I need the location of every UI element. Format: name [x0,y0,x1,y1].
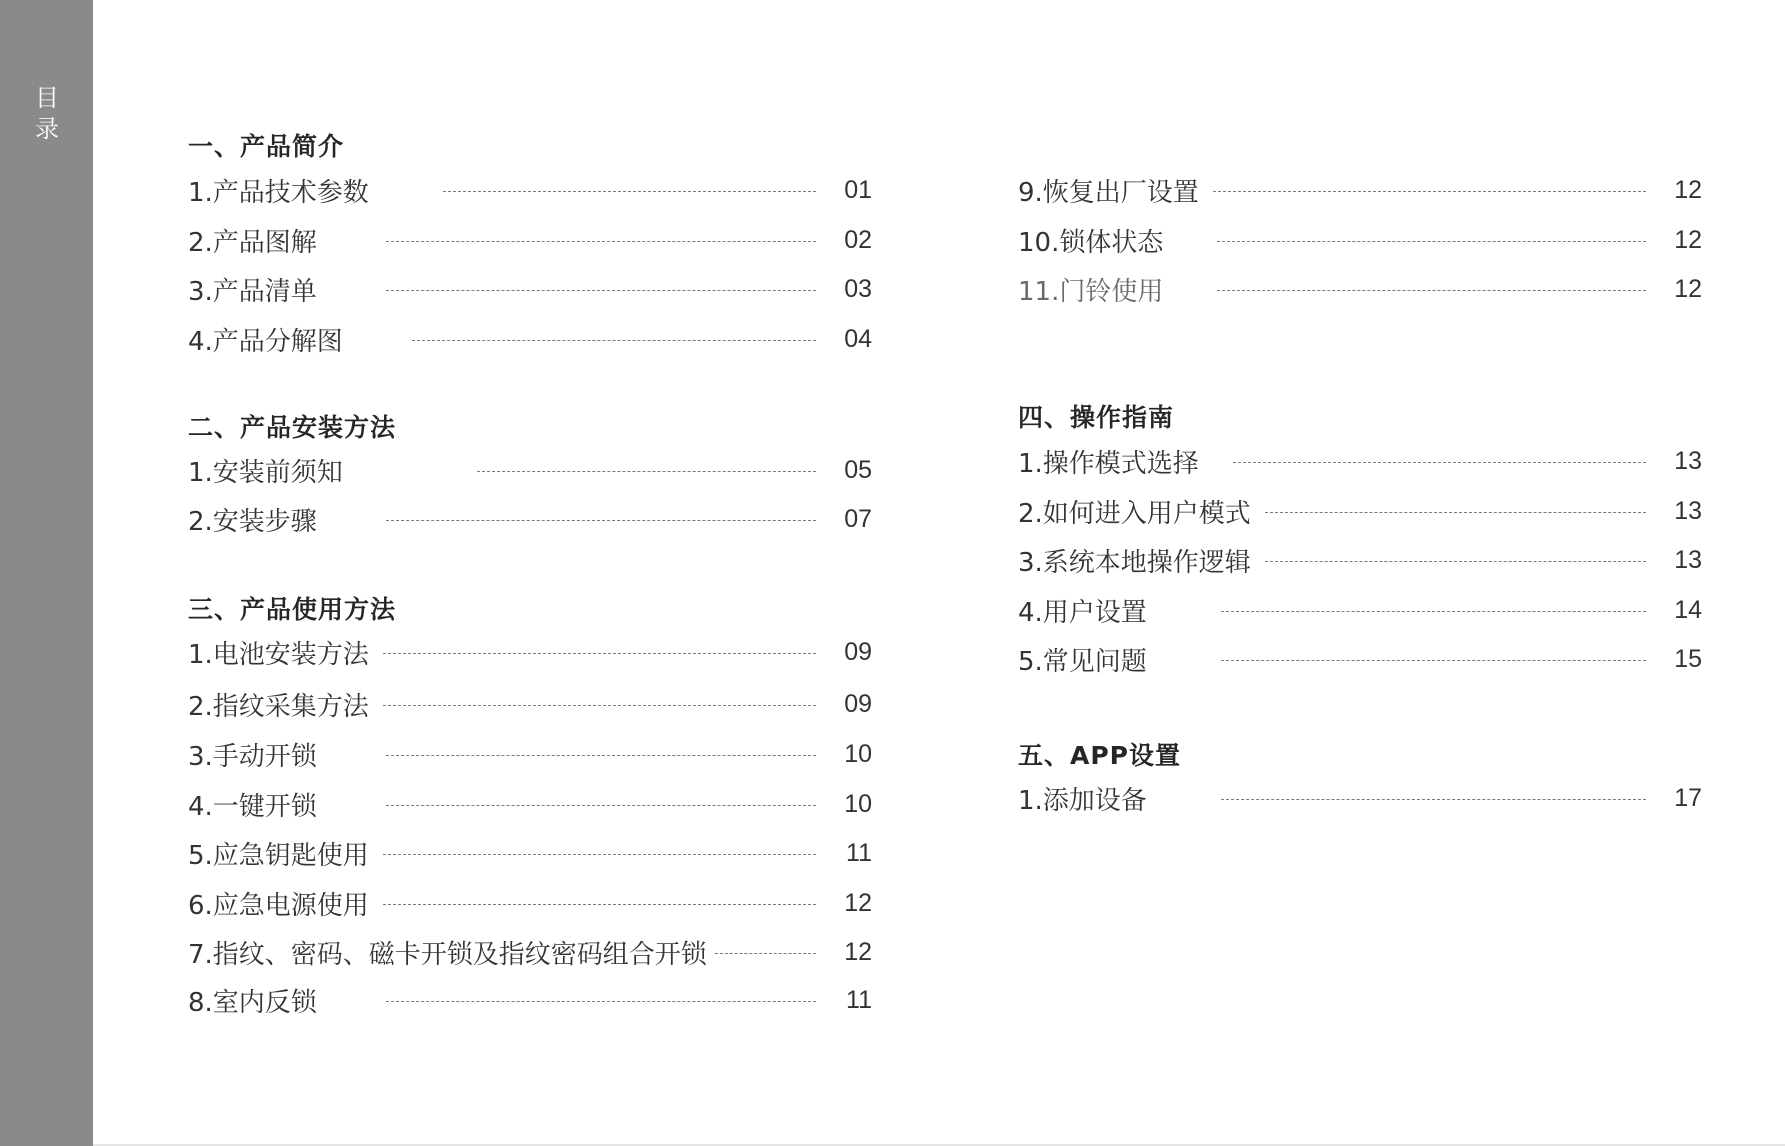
toc-entry-page: 12 [844,888,872,917]
toc-entry-page: 13 [1674,446,1702,475]
toc-entry-label: 11.门铃使用 [1018,276,1164,307]
toc-entry[interactable] [188,172,872,208]
dot-leader [412,340,816,341]
dot-leader [443,191,816,192]
toc-entry-label: 1.操作模式选择 [1018,448,1199,479]
dot-leader [1221,611,1646,612]
toc-entry-label: 4.产品分解图 [188,326,343,357]
dot-leader [1233,462,1646,463]
dot-leader [1213,191,1646,192]
toc-entry[interactable] [188,736,872,772]
toc-entry-page: 10 [844,739,872,768]
dot-leader [1265,512,1646,513]
section-title-3: 三、产品使用方法 [188,595,397,624]
toc-entry-page: 09 [844,689,872,718]
toc-entry-label: 10.锁体状态 [1018,227,1164,258]
toc-entry-label: 1.添加设备 [1018,785,1147,816]
toc-entry[interactable] [1018,592,1702,628]
toc-entry[interactable] [1018,443,1702,479]
toc-entry-page: 01 [844,175,872,204]
toc-entry-page: 12 [844,937,872,966]
toc-entry[interactable] [188,271,872,307]
toc-entry-page: 05 [844,455,872,484]
toc-entry-label: 1.电池安装方法 [188,639,369,670]
toc-entry[interactable] [1018,172,1702,208]
toc-entry-label: 3.系统本地操作逻辑 [1018,547,1251,578]
toc-entry-page: 10 [844,789,872,818]
toc-entry-label: 2.产品图解 [188,227,317,258]
dot-leader [386,241,816,242]
dot-leader [386,805,816,806]
dot-leader [1217,241,1646,242]
side-title-char-1: 目 [35,84,59,112]
section-title-1: 一、产品简介 [188,132,345,161]
dot-leader [1221,660,1646,661]
toc-entry-page: 02 [844,225,872,254]
dot-leader [1217,290,1646,291]
toc-entry-label: 5.应急钥匙使用 [188,840,369,871]
toc-entry[interactable] [1018,641,1702,677]
toc-entry-label: 3.产品清单 [188,276,317,307]
toc-entry-page: 13 [1674,496,1702,525]
toc-entry[interactable] [1018,780,1702,816]
toc-entry-label: 4.用户设置 [1018,597,1147,628]
dot-leader [715,953,816,954]
toc-entry[interactable] [188,321,872,357]
section-title-5: 五、APP设置 [1018,741,1181,770]
toc-entry-label: 1.产品技术参数 [188,177,369,208]
toc-entry-page: 12 [1674,175,1702,204]
dot-leader [1265,561,1646,562]
toc-entry[interactable] [188,686,872,722]
toc-entry[interactable] [188,885,872,921]
toc-entry[interactable] [188,835,872,871]
toc-entry[interactable] [1018,542,1702,578]
toc-entry-page: 15 [1674,644,1702,673]
toc-entry-page: 12 [1674,225,1702,254]
toc-entry-label: 7.指纹、密码、磁卡开锁及指纹密码组合开锁 [188,939,707,970]
toc-entry-label: 2.如何进入用户模式 [1018,498,1251,529]
toc-entry-label: 2.指纹采集方法 [188,691,369,722]
side-title-char-2: 录 [35,115,59,143]
toc-entry[interactable] [1018,271,1702,307]
toc-entry[interactable] [1018,493,1702,529]
toc-entry-label: 6.应急电源使用 [188,890,369,921]
toc-entry[interactable] [188,982,872,1018]
toc-entry[interactable] [188,934,872,970]
dot-leader [386,755,816,756]
toc-entry-label: 1.安装前须知 [188,457,343,488]
toc-entry-label: 5.常见问题 [1018,646,1147,677]
dot-leader [477,471,816,472]
dot-leader [386,290,816,291]
toc-entry-page: 12 [1674,274,1702,303]
toc-entry[interactable] [1018,222,1702,258]
toc-entry-page: 13 [1674,545,1702,574]
toc-entry-page: 11 [846,985,872,1014]
toc-entry[interactable] [188,786,872,822]
toc-entry[interactable] [188,222,872,258]
toc-entry-page: 07 [844,504,872,533]
dot-leader [383,904,816,905]
toc-entry-page: 14 [1674,595,1702,624]
toc-entry[interactable] [188,501,872,537]
section-title-4: 四、操作指南 [1018,403,1175,432]
toc-side-tab [0,0,93,1146]
dot-leader [383,653,816,654]
toc-entry-label: 9.恢复出厂设置 [1018,177,1199,208]
toc-entry-page: 11 [846,838,872,867]
toc-entry-page: 17 [1674,783,1702,812]
toc-entry-page: 03 [844,274,872,303]
dot-leader [386,1001,816,1002]
toc-entry-page: 09 [844,637,872,666]
dot-leader [386,520,816,521]
toc-entry[interactable] [188,634,872,670]
section-title-2: 二、产品安装方法 [188,413,397,442]
toc-side-title [33,83,61,145]
toc-entry-label: 3.手动开锁 [188,741,317,772]
dot-leader [383,705,816,706]
toc-entry-label: 8.室内反锁 [188,987,317,1018]
dot-leader [383,854,816,855]
toc-entry-label: 2.安装步骤 [188,506,317,537]
dot-leader [1221,799,1646,800]
toc-entry[interactable] [188,452,872,488]
toc-entry-label: 4.一键开锁 [188,791,317,822]
toc-entry-page: 04 [844,324,872,353]
